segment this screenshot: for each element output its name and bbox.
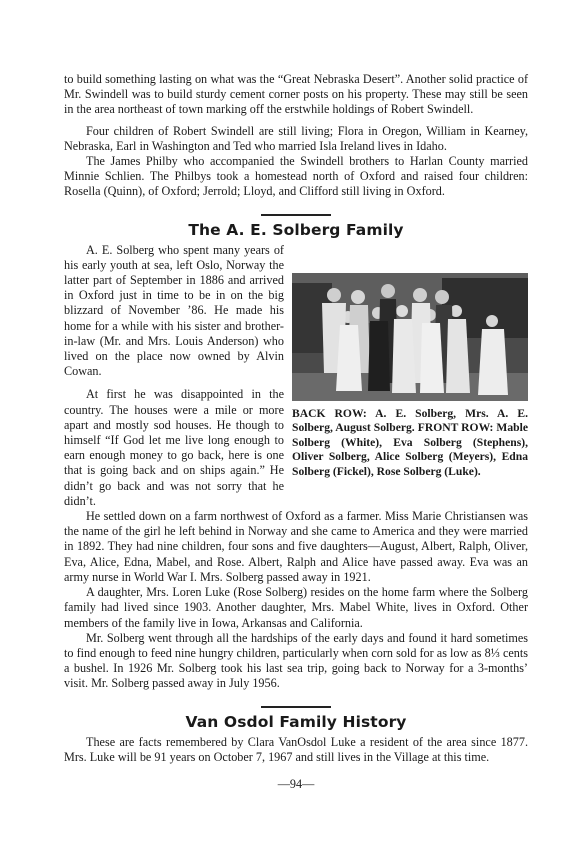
vanosdol-paragraph-1: These are facts remembered by Clara VanOsdol Luke a resident of the area since 1877. Mrs. Luke will be 91 years on October 7, 1967 and still lives in the Village at this time. <box>64 734 528 764</box>
page-number: —94— <box>277 776 315 791</box>
solberg-paragraph-3: He settled down on a farm northwest of Oxford as a farmer. Miss Marie Christiansen was the name of the girl he left behind in Norway and she came to America and they were married in 1892. They had nine children, four sons and five daughters—August, Albert, Ralph, Oliver, Eva, Alice, Edna, Mabel, and Rose. Albert, Ralph and Alice have passed away. Eva was an army nurse in World War I. Mrs. Solberg passed away in 1921. <box>64 509 528 584</box>
section-divider <box>261 214 331 216</box>
family-photo-image <box>292 273 528 401</box>
solberg-figure <box>292 273 528 480</box>
solberg-paragraph-5: Mr. Solberg went through all the hardships of the early days and found it hard sometimes to find enough to feed nine hungry children, particularly when corn sold for as low as 8⅓ cents a bushel. In 1926 Mr. Solberg took his last sea trip, going back to Norway for a 3-months’ visit. Mr. Solberg passed away in July 1956. <box>64 630 528 691</box>
solberg-family-photo <box>292 273 528 401</box>
section-divider-2 <box>261 706 331 708</box>
solberg-paragraph-2: At first he was disappointed in the country. The houses were a mile or more apart and mostly sod houses. He though to himself “If God let me live long enough to earn enough money to go back, here is one that is going back and on ships again.” He didn’t go back and was not sorry that he didn’t. <box>64 387 284 508</box>
book-page <box>64 72 528 792</box>
intro-paragraph-1: to build something lasting on what was the “Great Nebraska Desert”. Another solid practice of Mr. Swindell was to build sturdy cement corner posts on his property. These may still be seen in the area northeast of town marking off the erstwhile holdings of Robert Swindell. <box>64 72 528 117</box>
solberg-paragraph-4: A daughter, Mrs. Loren Luke (Rose Solberg) resides on the home farm where the Solberg family had lived since 1903. Another daughter, Mrs. Mabel White, lives in Oxford. Other members of the family live in Iowa, Arkansas and California. <box>64 585 528 630</box>
solberg-photo-caption: BACK ROW: A. E. Solberg, Mrs. A. E. Solberg, August Solberg. FRONT ROW: Mable Solberg (White), Eva Solberg (Stephens), Oliver Solberg, Alice Solberg (Meyers), Edna Solberg (Fickel), Rose Solberg (Luke). <box>292 406 528 478</box>
vanosdol-heading: Van Osdol Family History <box>185 712 407 731</box>
solberg-section <box>64 243 528 692</box>
solberg-heading: The A. E. Solberg Family <box>188 220 404 239</box>
intro-paragraph-2: Four children of Robert Swindell are still living; Flora in Oregon, William in Kearney, Nebraska, Earl in Washington and Ted who married Isla Ireland lives in Idaho. <box>64 123 528 153</box>
solberg-paragraph-1: A. E. Solberg who spent many years of his early youth at sea, left Oslo, Norway the latter part of September in 1886 and arrived in Oxford just in time to be in on the big blizzard of November ’86. He made his home for a while with his sister and brother-in-law (Mr. and Mrs. Louis Anderson) who lived on the place now owned by Alvin Cowan. <box>64 242 284 379</box>
intro-paragraph-3: The James Philby who accompanied the Swindell brothers to Harlan County married Minnie Schlien. The Philbys took a homestead north of Oxford and raised four children: Rosella (Quinn), of Oxford; Jerrold; Lloyd, and Clifford still living in Oxford. <box>64 154 528 199</box>
